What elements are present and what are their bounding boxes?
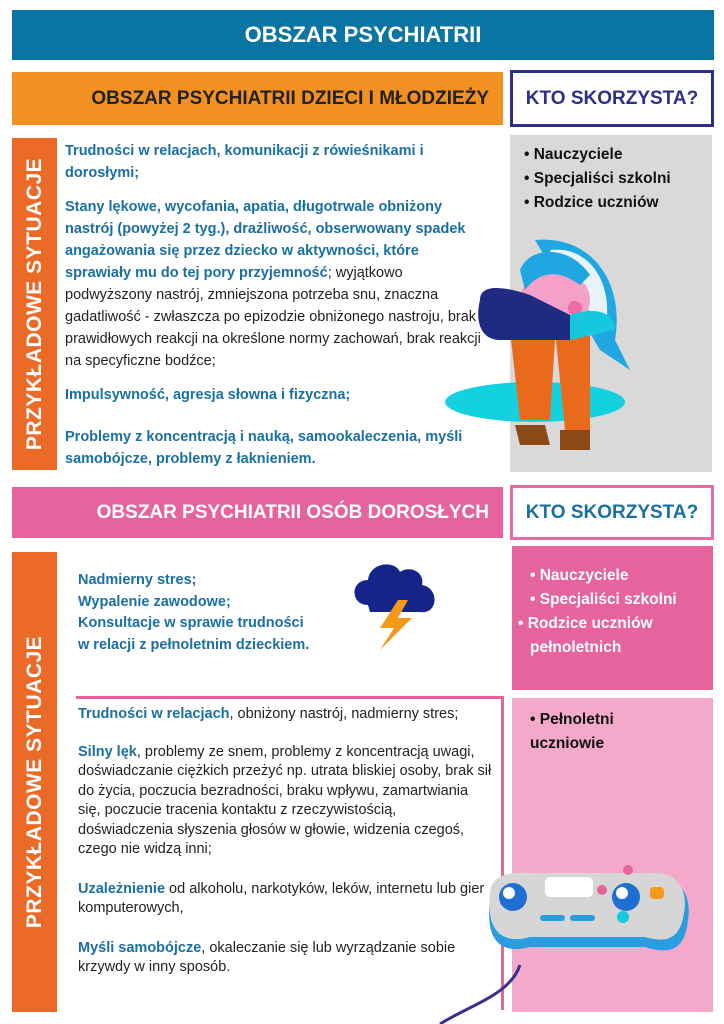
item: Uzależnienie od alkoholu, narkotyków, leków, internetu lub gier komputerowych, xyxy=(78,880,485,916)
item: Impulsywność, agresja słowna i fizyczna; xyxy=(65,387,351,403)
side-label-text: PRZYKŁADOWE SYTUACJE xyxy=(22,635,46,929)
item: w relacji z pełnoletnim dzieckiem. xyxy=(78,636,310,653)
who-item: • Nauczyciele xyxy=(530,564,713,588)
item: Nadmierny stres; xyxy=(78,572,197,588)
item: Konsultacje w sprawie trudności xyxy=(78,615,304,631)
section1-items xyxy=(65,140,485,482)
storm-cloud-icon xyxy=(350,560,440,652)
item: Myśli samobójcze, okaleczanie się lub wyrządzanie sobie krzywdy w inny sposób. xyxy=(78,939,456,975)
item: Wypalenie zawodowe; xyxy=(78,593,231,610)
section1-side-label xyxy=(12,138,57,470)
item: Trudności w relacjach, komunikacji z rówieśnikami i dorosłymi; xyxy=(65,143,424,181)
page-title: OBSZAR PSYCHIATRII xyxy=(12,10,714,60)
section2-header: OBSZAR PSYCHIATRII OSÓB DOROSŁYCH xyxy=(12,487,503,538)
who-item: • Rodzice uczniów pełnoletnich xyxy=(530,612,713,660)
section1-who-title: KTO SKORZYSTA? xyxy=(510,70,714,127)
divider xyxy=(76,696,504,699)
item: Silny lęk, problemy ze snem, problemy z koncentracją uwagi, doświadczanie ciężkich przeżyć np. utrata bliskiej osoby, brak sił do życia, poczucia bezradności, braku wpływu, zamartwiania się, poczucie tracenia kontaktu z rzeczywistością, doświadczenia słyszenia głosów w głowie, widzenia czegoś, czego nie widzą inni; xyxy=(78,743,492,857)
who-item: • Rodzice uczniów xyxy=(524,191,712,215)
who-item: • Specjaliści szkolni xyxy=(524,167,712,191)
item: Problemy z koncentracją i nauką, samookaleczenia, myśli samobójcze, problemy z łaknieniem. xyxy=(65,429,463,467)
who-item: • Pełnoletni uczniowie xyxy=(530,708,632,756)
who-item: • Nauczyciele xyxy=(524,143,712,167)
item: Trudności w relacjach, obniżony nastrój, nadmierny stres; xyxy=(78,706,459,722)
sad-girl-illustration xyxy=(440,230,660,480)
section2-top-items xyxy=(78,570,348,656)
side-label-text: PRZYKŁADOWE SYTUACJE xyxy=(22,157,46,451)
who-item: • Specjaliści szkolni xyxy=(530,588,713,612)
section2-who-title: KTO SKORZYSTA? xyxy=(510,485,714,540)
item: Stany lękowe, wycofania, apatia, długotrwale obniżony nastrój (powyżej 2 tyg.), drażliwość, obserwowany spadek angażowania się przez dziecko w aktywności, które sprawiały mu do tej pory przyjemność; wyjątkowo podwyższony nastrój, zmniejszona potrzeba snu, znaczna gadatliwość - zwłaszcza po epizodzie obniżonego nastroju, brak prawidłowych reakcji na określone normy zachowań, brak reakcji na specyficzne bodźce; xyxy=(65,199,481,369)
section1-header: OBSZAR PSYCHIATRII DZIECI I MŁODZIEŻY xyxy=(12,72,503,125)
game-controller-illustration xyxy=(430,855,700,1024)
section2-who-box-top xyxy=(512,546,713,690)
section2-side-label xyxy=(12,552,57,1012)
